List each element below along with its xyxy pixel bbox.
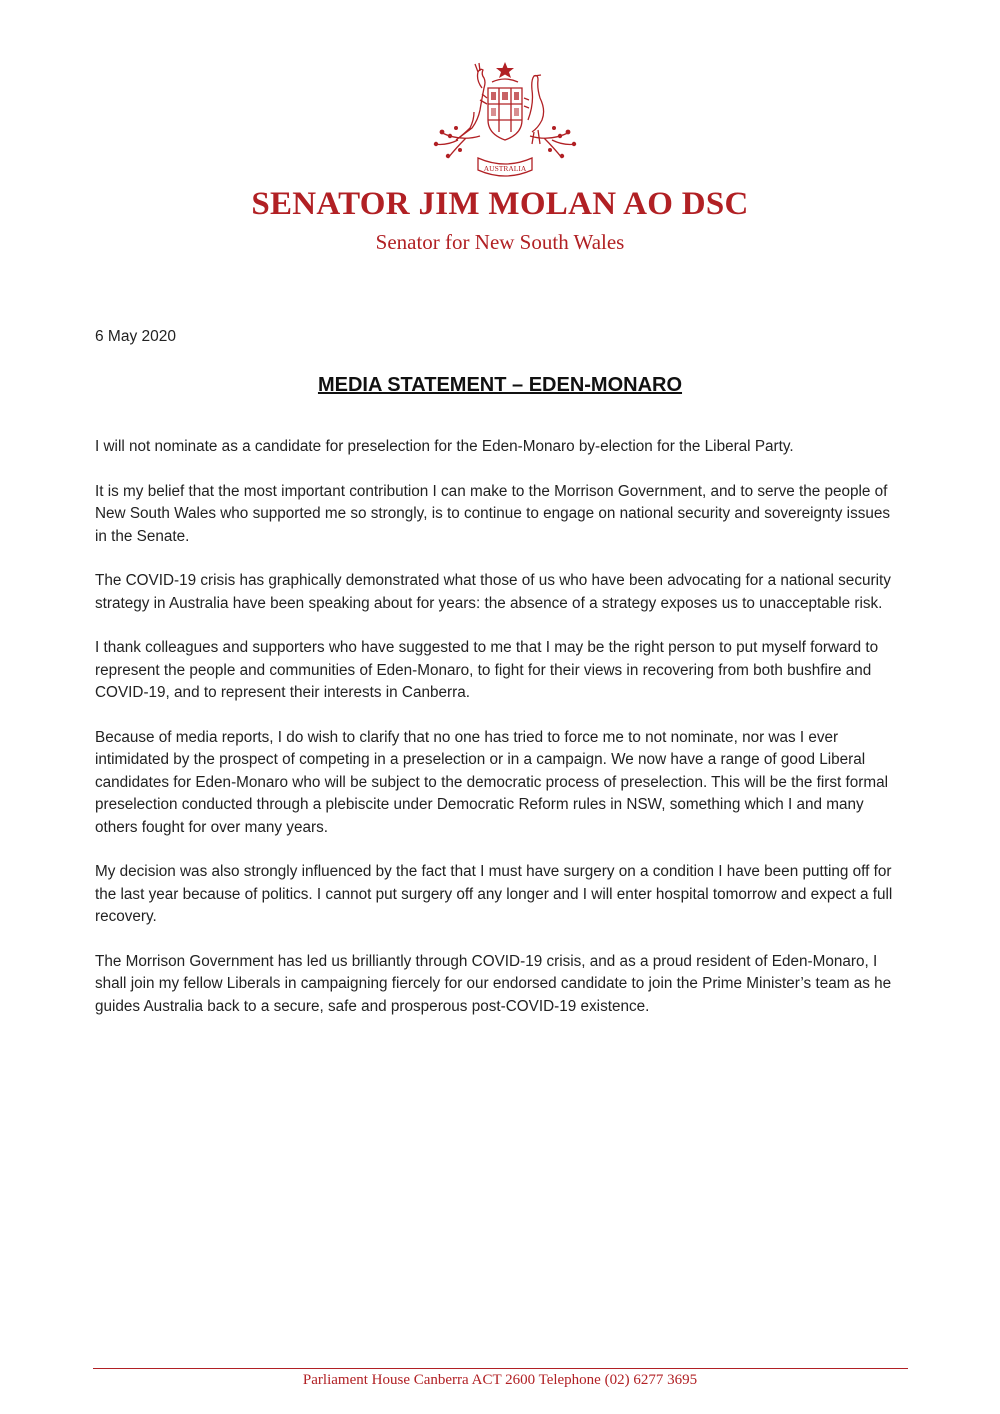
footer-divider: [93, 1368, 908, 1369]
body-paragraph: I thank colleagues and supporters who have suggested to me that I may be the right person to put myself forward to represent the people and communities of Eden-Monaro, to fight for their views in recovering from both bushfire and COVID-19, and to represent their interests in Canberra.: [95, 639, 879, 701]
body-paragraph: My decision was also strongly influenced by the fact that I must have surgery on a condition I have been putting off for the last year because of politics. I cannot put surgery off any longer and I will enter hospital tomorrow and expect a full recovery.: [95, 863, 893, 925]
body-paragraph: The Morrison Government has led us brilliantly through COVID-19 crisis, and as a proud resident of Eden-Monaro, I shall join my fellow Liberals in campaigning fiercely for our endorsed candidate to join the Prime Minister’s team as he guides Australia back to a secure, safe and prosperous post-COVID-19 existence.: [95, 952, 892, 1015]
coat-of-arms-icon: [420, 58, 590, 184]
body-paragraph: I will not nominate as a candidate for preselection for the Eden-Monaro by-election for the Liberal Party.: [95, 438, 794, 455]
senator-role: Senator for New South Wales: [375, 230, 625, 254]
statement-date: 6 May 2020: [95, 328, 176, 345]
footer-contact: Parliament House Canberra ACT 2600 Telephone (02) 6277 3695: [302, 1372, 698, 1388]
body-paragraph: It is my belief that the most important contribution I can make to the Morrison Government, and to serve the people of New South Wales who supported me so strongly, is to continue to engage on national security and sovereignty issues in the Senate.: [95, 482, 891, 545]
body-paragraph: The COVID-19 crisis has graphically demonstrated what those of us who have been advocating for a national security strategy in Australia have been speaking about for years: the absence of a strategy exposes us to unacceptable risk.: [95, 572, 891, 612]
body-paragraph: Because of media reports, I do wish to clarify that no one has tried to force me to not nominate, nor was I ever intimidated by the prospect of competing in a preselection or in a campaign. We now have a range of good Liberal candidates for Eden-Monaro who will be subject to the democratic process of preselection. This will be the first formal preselection conducted through a plebiscite under Democratic Reform rules in NSW, something which I and many others fought for over many years.: [95, 728, 888, 836]
senator-name: SENATOR JIM MOLAN AO DSC: [251, 186, 749, 222]
crest-banner-text: AUSTRALIA: [483, 164, 527, 173]
statement-title: MEDIA STATEMENT – EDEN-MONARO: [317, 374, 683, 396]
statement-body: [95, 436, 905, 1040]
